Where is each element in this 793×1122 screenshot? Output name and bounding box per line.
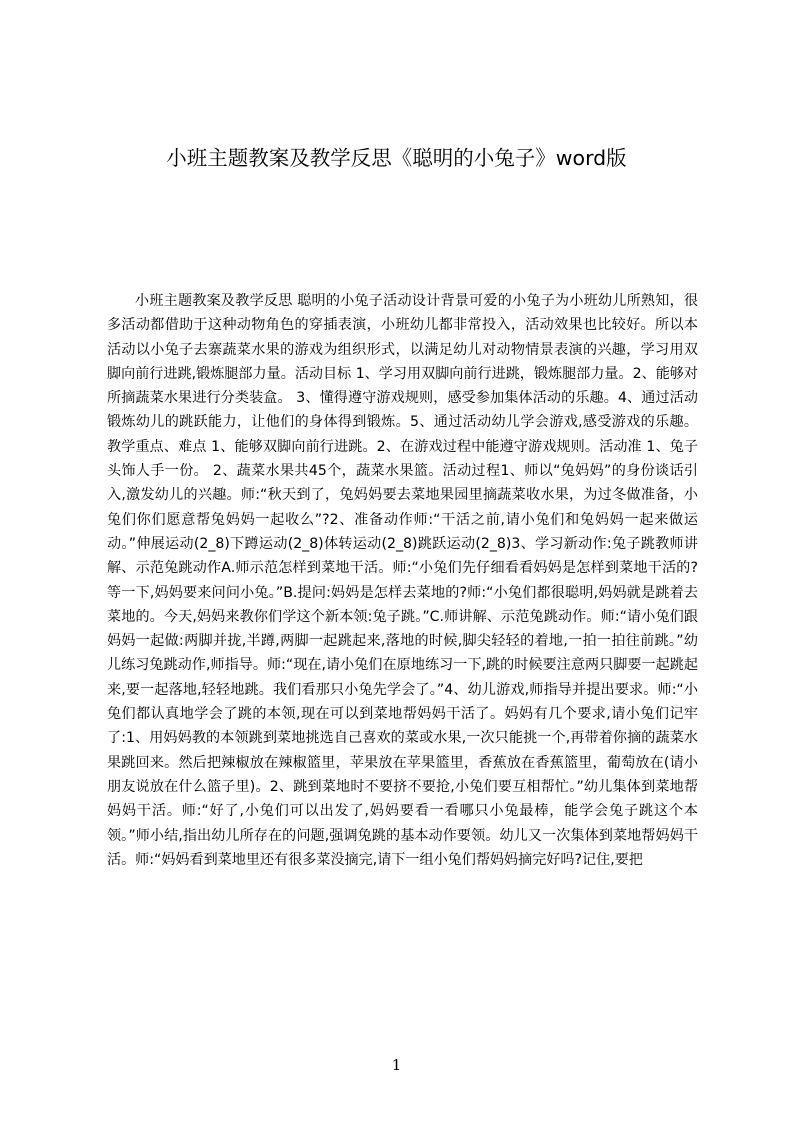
page-number: 1: [391, 1056, 402, 1074]
body-paragraph: 小班主题教案及教学反思 聪明的小兔子活动设计背景可爱的小兔子为小班幼儿所熟知，很多活动都借助于这种动物角色的穿插表演，小班幼儿都非常投入，活动效果也比较好。所以本活动以小兔子去寨蔬菜水果的游戏为组织形式，以满足幼儿对动物情景表演的兴趣，学习用双脚向前行进跳,锻炼腿部力量。活动目标 1、学习用双脚向前行进跳，锻炼腿部力量。2、能够对所摘蔬菜水果进行分类装盒。 3、懂得遵守游戏规则，感受参加集体活动的乐趣。4、通过活动锻炼幼儿的跳跃能力，让他们的身体得到锻炼。5、通过活动幼儿学会游戏,感受游戏的乐趣。教学重点、难点 1、能够双脚向前行进跳。2、在游戏过程中能遵守游戏规则。活动准 1、兔子头饰人手一份。 2、蔬菜水果共45个，蔬菜水果篮。活动过程1、师以“兔妈妈”的身份谈话引入,激发幼儿的兴趣。师:“秋天到了，兔妈妈要去菜地果园里摘蔬菜收水果，为过冬做准备，小兔们你们愿意帮兔妈妈一起收么”?2、准备动作师:“干活之前,请小兔们和兔妈妈一起来做运动。”伸展运动(2_8)下蹲运动(2_8)体转运动(2_8)跳跃运动(2_8)3、学习新动作:兔子跳教师讲解、示范兔跳动作A.师示范怎样到菜地干活。师:“小兔们先仔细看看妈妈是怎样到菜地干活的?等一下,妈妈要来问问小兔。”B.提问:妈妈是怎样去菜地的?师:“小兔们都很聪明,妈妈就是跳着去菜地的。今天,妈妈来教你们学这个新本领:兔子跳。”C.师讲解、示范兔跳动作。师:“请小兔们跟妈妈一起做:两脚并拢,半蹲,两脚一起跳起来,落地的时候,脚尖轻轻的着地,一拍一拍往前跳。”幼儿练习兔跳动作,师指导。师:“现在,请小兔们在原地练习一下,跳的时候要注意两只脚要一起跳起来,要一起落地,轻轻地跳。我们看那只小兔先学会了。”4、幼儿游戏,师指导并提出要求。师:“小兔们都认真地学会了跳的本领,现在可以到菜地帮妈妈干活了。妈妈有几个要求,请小兔们记牢了:1、用妈妈教的本领跳到菜地挑选自己喜欢的菜或水果,一次只能挑一个,再带着你摘的蔬菜水果跳回来。然后把辣椒放在辣椒篮里，苹果放在苹果篮里，香蕉放在香蕉篮里，葡萄放在(请小朋友说放在什么篮子里)。2、跳到菜地时不要挤不要抢,小兔们要互相帮忙。”幼儿集体到菜地帮妈妈干活。师:“好了,小兔们可以出发了,妈妈要看一看哪只小兔最棒，能学会兔子跳这个本领。”师小结,指出幼儿所存在的问题,强调兔跳的基本动作要领。幼儿又一次集体到菜地帮妈妈干活。师:“妈妈看到菜地里还有很多菜没摘完,请下一组小兔们帮妈妈摘完好吗?记住,要把: [107, 293, 698, 868]
document-title: 小班主题教案及教学反思《聪明的小兔子》word版: [166, 146, 627, 170]
